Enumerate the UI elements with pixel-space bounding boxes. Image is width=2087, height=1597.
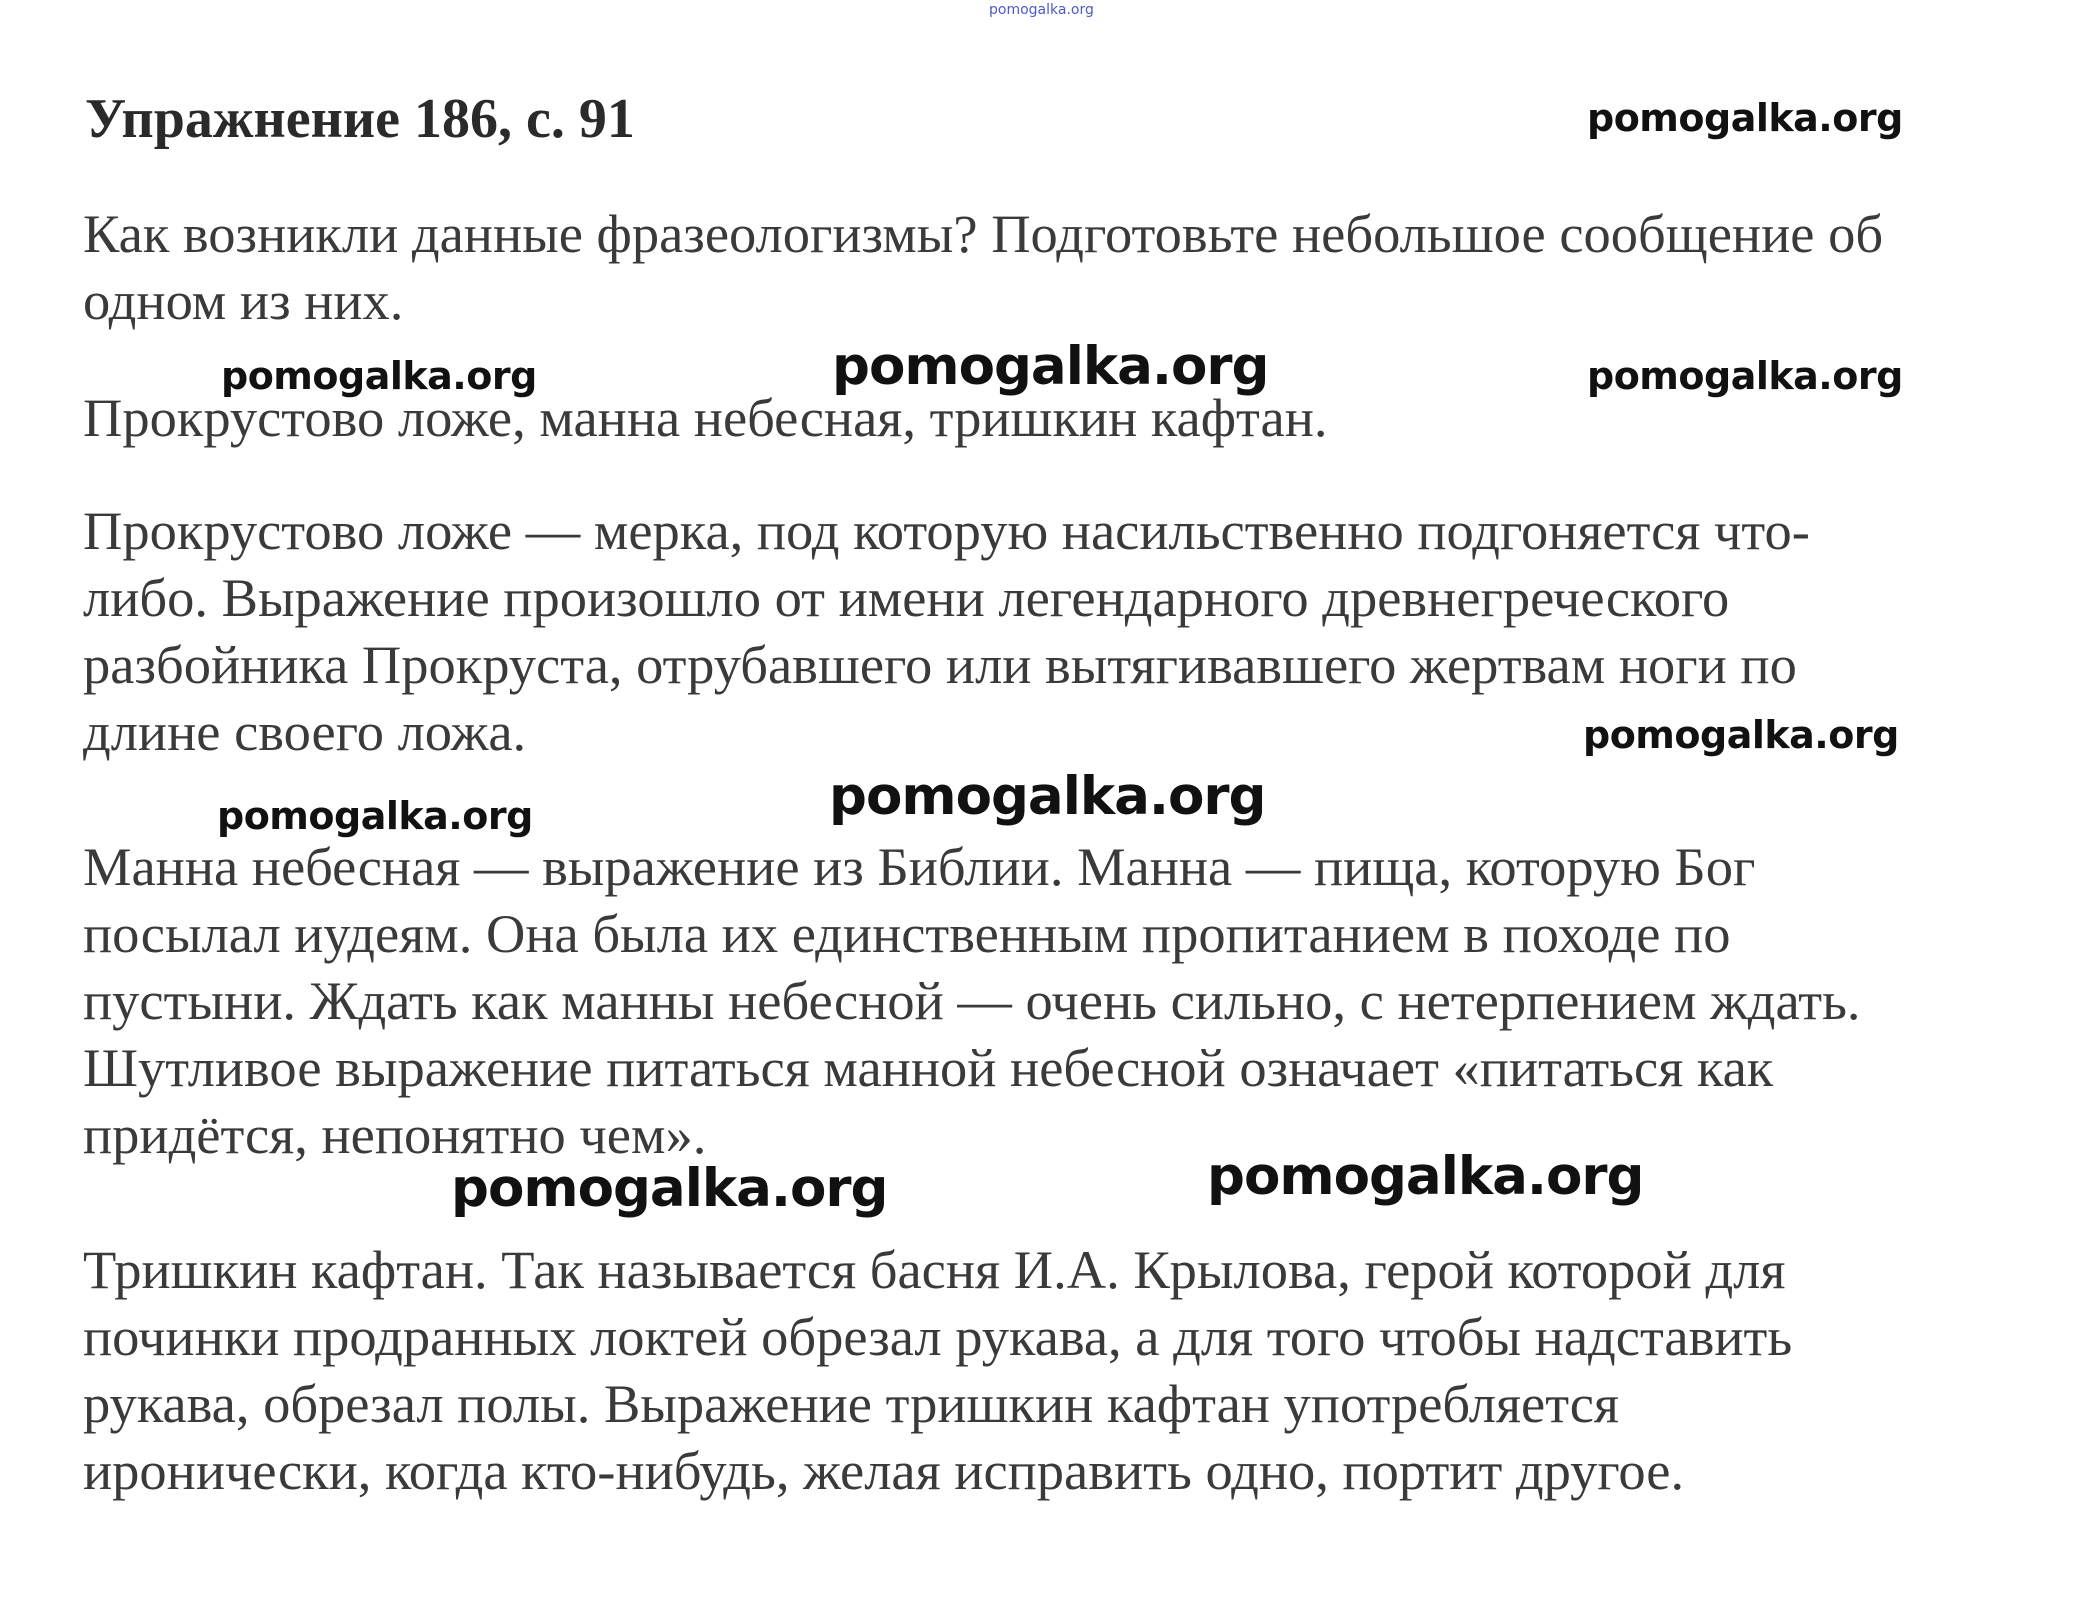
- watermark: pomogalka.org: [1587, 96, 1903, 140]
- text-line: Как возникли данные фразеологизмы? Подготовьте небольшое сообщение об: [83, 203, 1884, 264]
- watermark: pomogalka.org: [451, 1158, 888, 1219]
- text-line: иронически, когда кто-нибудь, желая исправить одно, портит другое.: [83, 1440, 1685, 1501]
- explanation-manna-nebesnaya: [83, 833, 2043, 1168]
- text-line: одном из них.: [83, 270, 404, 331]
- text-line: либо. Выражение произошло от имени легендарного древнегреческого: [83, 567, 1730, 628]
- text-line: разбойника Прокруста, отрубавшего или вытягивавшего жертвам ноги по: [83, 634, 1797, 695]
- watermark: pomogalka.org: [1583, 713, 1899, 757]
- watermark: pomogalka.org: [221, 354, 537, 398]
- question-paragraph: [83, 200, 2043, 334]
- watermark: pomogalka.org: [832, 336, 1269, 397]
- text-line: пустыни. Ждать как манны небесной — очень сильно, с нетерпением ждать.: [83, 970, 1861, 1031]
- watermark: pomogalka.org: [829, 766, 1266, 827]
- text-line: Манна небесная — выражение из Библии. Манна — пища, которую Бог: [83, 836, 1756, 897]
- watermark: pomogalka.org: [1587, 354, 1903, 398]
- top-watermark: pomogalka.org: [989, 2, 1094, 18]
- phrases-paragraph: [83, 384, 2043, 451]
- text-line: Тришкин кафтан. Так называется басня И.А. Крылова, герой которой для: [83, 1239, 1786, 1300]
- text-line: Прокрустово ложе, манна небесная, тришкин кафтан.: [83, 387, 1328, 448]
- text-line: Прокрустово ложе — мерка, под которую насильственно подгоняется что-: [83, 500, 1810, 561]
- text-line: рукава, обрезал полы. Выражение тришкин кафтан употребляется: [83, 1373, 1619, 1434]
- watermark: pomogalka.org: [1207, 1146, 1644, 1207]
- text-line: длине своего ложа.: [83, 701, 527, 762]
- text-line: Шутливое выражение питаться манной небесной означает «питаться как: [83, 1037, 1774, 1098]
- text-line: придётся, непонятно чем».: [83, 1104, 707, 1165]
- watermark: pomogalka.org: [217, 794, 533, 838]
- text-line: посылал иудеям. Она была их единственным пропитанием в походе по: [83, 903, 1731, 964]
- exercise-title: Упражнение 186, с. 91: [85, 88, 635, 150]
- explanation-trishkin-kaftan: [83, 1236, 2043, 1504]
- text-line: починки продранных локтей обрезал рукава, а для того чтобы надставить: [83, 1306, 1793, 1367]
- explanation-prokrustovo-lozhe: [83, 497, 2043, 765]
